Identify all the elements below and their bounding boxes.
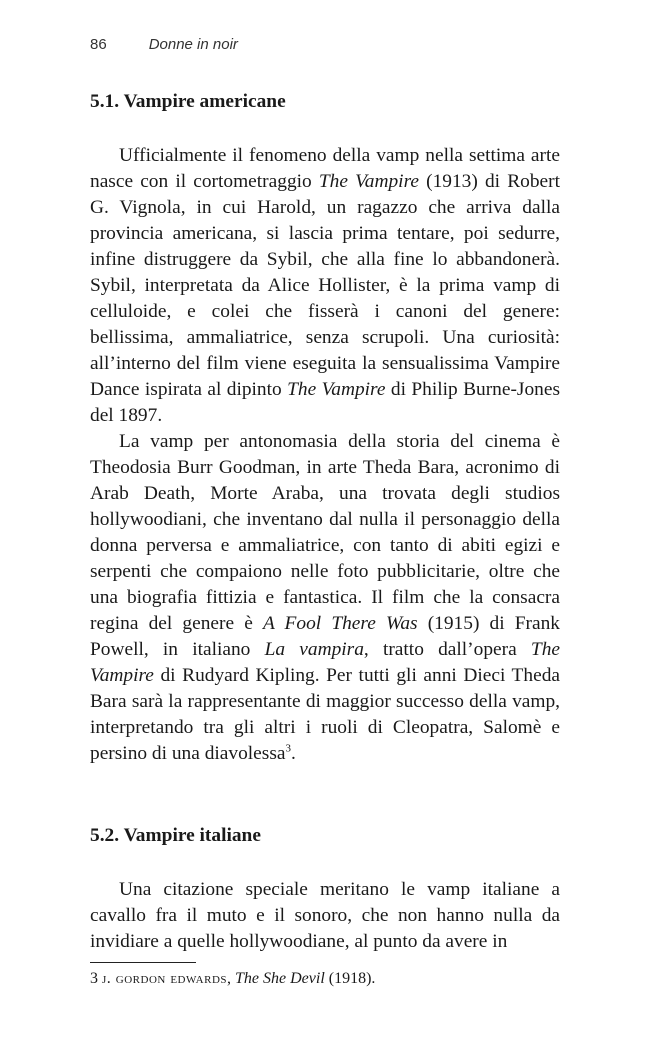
footnote-number: 3 (90, 970, 98, 987)
section-heading-2: 5.2. Vampire italiane (90, 825, 261, 846)
painting-title-the-vampire: The Vampire (287, 379, 386, 400)
footnote-rule (90, 962, 196, 963)
paragraph-3: Una citazione speciale meritano le vamp italiane a cavallo fra il muto e il sonoro, che non hanno nulla da invidiare a quelle hollywoodiane, al punto da avere in (90, 879, 560, 952)
film-title-a-fool-there-was: A Fool There Was (262, 613, 418, 634)
paragraph-1 (90, 143, 560, 429)
p1-text-b: (1913) di Robert G. Vignola, in cui Harold, un ragazzo che arriva dalla provincia americana, si lascia prima tentare, poi sedurre, infine distruggere da Sybil, che alla fine lo abbandonerà. Sybil, interpretata da Alice Hollister, è la prima vamp di celluloide, e colei che fisserà i canoni del genere: bellissima, ammaliatrice, senza scrupoli. Una curiosità: all’interno del film viene eseguita la sensualissima Vampire Dance ispirata al dipinto (90, 171, 560, 400)
p1-text-c: di Philip Burne-Jones del 1897. (90, 379, 561, 426)
film-title-the-vampire: The Vampire (318, 171, 419, 192)
p1-text-a: Ufficialmente il fenomeno della vamp nella settima arte nasce con il cortometraggio (90, 145, 560, 192)
section-1-body (90, 143, 560, 767)
footnote-film-title: The She Devil (235, 970, 325, 987)
page-header (90, 36, 238, 53)
page-number: 86 (90, 36, 107, 53)
poem-title-the-vampire: The Vampire (90, 639, 560, 686)
section-2-body (90, 877, 560, 955)
p2-text-e: . (290, 743, 296, 764)
section-heading-1: 5.1. Vampire americane (90, 91, 286, 112)
paragraph-2 (90, 429, 560, 767)
footnote-year: (1918). (324, 970, 376, 987)
p2-text-c: , tratto dall’opera (363, 639, 531, 660)
running-title: Donne in noir (148, 36, 238, 53)
p2-text-b: (1915) di Frank Powell, in italiano (90, 613, 560, 660)
footnote-reference[interactable]: 3 (285, 742, 291, 755)
footnote-author: j. gordon edwards (102, 970, 228, 987)
p2-text-a: La vamp per antonomasia della storia del cinema è Theodosia Burr Goodman, in arte Theda Bara, acronimo di Arab Death, Morte Araba, una trovata degli studios hollywoodiani, che inventano dal nulla il personaggio della donna perversa e ammaliatrice, con tanto di abiti egizi e serpenti che compaiono nelle foto pubblicitarie, oltre che una biografia fittizia e fantastica. Il film che la consacra regina del genere è (90, 431, 560, 634)
p2-text-d: di Rudyard Kipling. Per tutti gli anni Dieci Theda Bara sarà la rappresentante di maggior successo della vamp, interpretando tra gli altri i ruoli di Cleopatra, Salomè e persino di una diavolessa (90, 665, 560, 764)
footnote: 3 j. gordon edwards, The She Devil (1918). (90, 970, 376, 987)
film-title-la-vampira: La vampira (264, 639, 364, 660)
